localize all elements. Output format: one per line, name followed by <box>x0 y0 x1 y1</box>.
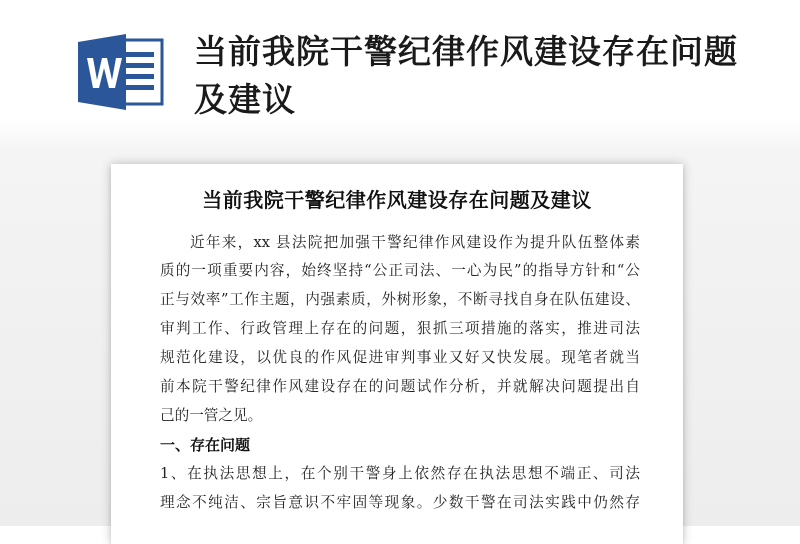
document-page <box>111 164 683 544</box>
body-line: 近年来，xx 县法院把加强干警纪律作风建设作为提升队伍整体素 <box>190 234 640 251</box>
body-line: 审判工作、行政管理上存在的问题，狠抓三项措施的落实，推进司法 <box>160 320 640 337</box>
body-line: 1、在执法思想上，在个别干警身上依然存在执法思想不端正、司法 <box>160 465 640 482</box>
word-document-icon <box>78 34 164 110</box>
page-title: 当前我院干警纪律作风建设存在问题及建议 <box>194 32 738 119</box>
document-title: 当前我院干警纪律作风建设存在问题及建议 <box>202 188 592 212</box>
body-line: 理念不纯洁、宗旨意识不牢固等现象。少数干警在司法实践中仍然存 <box>160 494 640 511</box>
body-line: 规范化建设，以优良的作风促进审判事业又好又快发展。现笔者就当 <box>160 349 640 366</box>
section-heading: 一、存在问题 <box>160 436 251 454</box>
body-line: 质的一项重要内容，始终坚持“公正司法、一心为民”的指导方针和“公 <box>160 262 640 279</box>
body-line: 正与效率”工作主题，内强素质，外树形象，不断寻找自身在队伍建设、 <box>160 291 640 308</box>
body-line: 己的一管之见。 <box>160 407 263 424</box>
body-line: 前本院干警纪律作风建设存在的问题试作分析，并就解决问题提出自 <box>160 378 640 395</box>
